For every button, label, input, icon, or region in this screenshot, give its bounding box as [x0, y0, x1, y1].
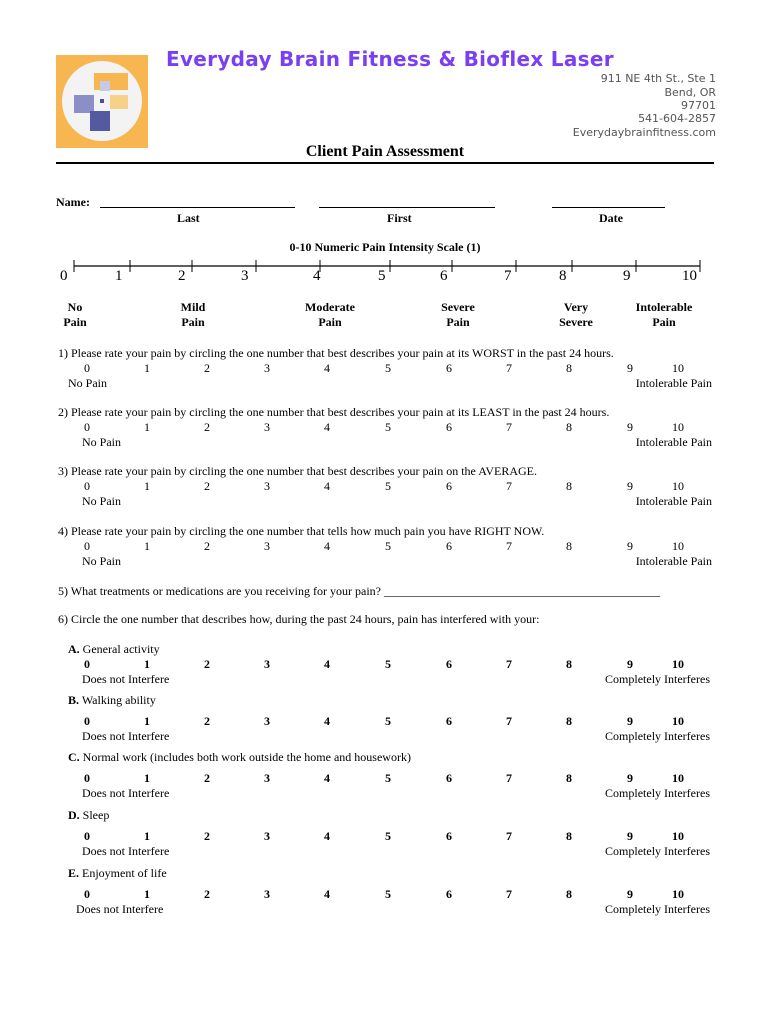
rating-option[interactable]: 6	[446, 361, 452, 375]
interference-low-label: Does not Interfere	[82, 844, 170, 858]
scale-title: 0-10 Numeric Pain Intensity Scale (1)	[289, 240, 481, 254]
interference-option[interactable]: 6	[446, 714, 452, 728]
rating-option[interactable]: 5	[385, 539, 391, 553]
rating-option[interactable]: 7	[506, 361, 512, 375]
interference-option[interactable]: 9	[627, 714, 633, 728]
anchor-no-pain: No Pain	[63, 300, 87, 329]
low-anchor-label: No Pain	[68, 376, 107, 390]
rating-option[interactable]: 0	[84, 479, 90, 493]
interference-high-label: Completely Interferes	[605, 786, 710, 800]
interference-option[interactable]: 2	[204, 657, 210, 671]
interference-item-label	[68, 866, 167, 881]
interference-option[interactable]: 3	[264, 771, 270, 785]
interference-option[interactable]: 1	[144, 771, 150, 785]
interference-option[interactable]: 9	[627, 887, 633, 901]
interference-option[interactable]: 2	[204, 714, 210, 728]
interference-option[interactable]: 8	[566, 657, 572, 671]
interference-option[interactable]: 10	[672, 714, 684, 728]
interference-option[interactable]: 2	[204, 829, 210, 843]
rating-option[interactable]: 1	[144, 539, 150, 553]
scale-number: 8	[559, 268, 567, 284]
interference-option[interactable]: 10	[672, 771, 684, 785]
rating-option[interactable]: 5	[385, 479, 391, 493]
rating-option[interactable]: 2	[204, 420, 210, 434]
rating-option[interactable]: 2	[204, 539, 210, 553]
scale-number: 0	[60, 268, 68, 284]
interference-option[interactable]: 7	[506, 887, 512, 901]
rating-option[interactable]: 3	[264, 361, 270, 375]
interference-option[interactable]: 4	[324, 771, 330, 785]
rating-option[interactable]: 7	[506, 479, 512, 493]
page-title: Client Pain Assessment	[305, 143, 465, 160]
interference-high-label: Completely Interferes	[605, 672, 710, 686]
rating-option[interactable]: 3	[264, 539, 270, 553]
scale-number: 1	[115, 268, 123, 284]
interference-option[interactable]: 1	[144, 829, 150, 843]
scale-number: 4	[313, 268, 321, 284]
interference-option[interactable]: 7	[506, 771, 512, 785]
rating-option[interactable]: 9	[627, 479, 633, 493]
interference-option[interactable]: 4	[324, 657, 330, 671]
interference-low-label: Does not Interfere	[82, 729, 170, 743]
anchor-mild-pain: Mild Pain	[180, 300, 206, 329]
interference-option[interactable]: 4	[324, 714, 330, 728]
rating-option[interactable]: 5	[385, 361, 391, 375]
rating-option[interactable]: 1	[144, 420, 150, 434]
interference-option[interactable]: 3	[264, 657, 270, 671]
interference-label-text: Sleep	[82, 808, 110, 822]
interference-option[interactable]: 10	[672, 829, 684, 843]
date-field[interactable]	[552, 207, 665, 208]
website: Everydaybrainfitness.com	[572, 126, 716, 139]
scale-number: 7	[504, 268, 512, 284]
interference-option[interactable]: 6	[446, 657, 452, 671]
interference-letter: B.	[68, 693, 80, 707]
scale-number: 10	[682, 268, 697, 284]
name-label: Name:	[56, 195, 90, 209]
interference-option[interactable]: 1	[144, 657, 150, 671]
anchor-very-severe: Very Severe	[559, 300, 593, 329]
rating-option[interactable]: 8	[566, 539, 572, 553]
question-5: 5) What treatments or medications are you receiving for your pain? ______________________________________________	[58, 584, 660, 598]
high-anchor-label: Intolerable Pain	[635, 376, 712, 390]
interference-low-label: Does not Interfere	[76, 902, 164, 916]
rating-option[interactable]: 7	[506, 539, 512, 553]
rating-option[interactable]: 6	[446, 420, 452, 434]
rating-option[interactable]: 2	[204, 479, 210, 493]
interference-option[interactable]: 5	[385, 887, 391, 901]
interference-option[interactable]: 3	[264, 714, 270, 728]
rating-option[interactable]: 4	[324, 539, 330, 553]
interference-option[interactable]: 9	[627, 771, 633, 785]
last-label: Last	[177, 211, 200, 225]
rating-option[interactable]: 0	[84, 361, 90, 375]
interference-option[interactable]: 10	[672, 887, 684, 901]
interference-option[interactable]: 5	[385, 714, 391, 728]
interference-option[interactable]: 8	[566, 714, 572, 728]
high-anchor-label: Intolerable Pain	[635, 554, 712, 568]
scale-number: 2	[178, 268, 186, 284]
interference-item-label	[68, 750, 411, 765]
interference-letter: A.	[68, 642, 80, 656]
rating-option[interactable]: 10	[672, 539, 684, 553]
question-4: 4) Please rate your pain by circling the one number that tells how much pain you have RIGHT NOW.	[58, 524, 545, 538]
anchor-severe-pain: Severe Pain	[441, 300, 475, 329]
rating-option[interactable]: 7	[506, 420, 512, 434]
address-zip: 97701	[681, 99, 716, 112]
high-anchor-label: Intolerable Pain	[635, 494, 712, 508]
rating-option[interactable]: 5	[385, 420, 391, 434]
first-label: First	[387, 211, 412, 225]
interference-label-text: Enjoyment of life	[82, 866, 167, 880]
rating-option[interactable]: 3	[264, 479, 270, 493]
question-1: 1) Please rate your pain by circling the one number that best describes your pain at its WORST in the past 24 hours.	[58, 346, 614, 360]
last-name-field[interactable]	[100, 207, 295, 208]
interference-option[interactable]: 8	[566, 771, 572, 785]
scale-number: 5	[378, 268, 386, 284]
interference-option[interactable]: 5	[385, 771, 391, 785]
date-label: Date	[599, 211, 623, 225]
interference-option[interactable]: 0	[84, 714, 90, 728]
rating-option[interactable]: 0	[84, 539, 90, 553]
interference-high-label: Completely Interferes	[605, 729, 710, 743]
interference-option[interactable]: 6	[446, 771, 452, 785]
interference-option[interactable]: 3	[264, 829, 270, 843]
interference-item-label	[68, 642, 160, 657]
interference-option[interactable]: 1	[144, 887, 150, 901]
interference-option[interactable]: 2	[204, 771, 210, 785]
low-anchor-label: No Pain	[82, 435, 121, 449]
interference-option[interactable]: 6	[446, 887, 452, 901]
interference-option[interactable]: 10	[672, 657, 684, 671]
low-anchor-label: No Pain	[82, 494, 121, 508]
interference-letter: C.	[68, 750, 80, 764]
interference-option[interactable]: 0	[84, 771, 90, 785]
interference-option[interactable]: 8	[566, 887, 572, 901]
interference-option[interactable]: 8	[566, 829, 572, 843]
interference-option[interactable]: 7	[506, 657, 512, 671]
rating-option[interactable]: 4	[324, 420, 330, 434]
interference-low-label: Does not Interfere	[82, 786, 170, 800]
rating-option[interactable]: 4	[324, 361, 330, 375]
interference-item-label	[68, 808, 109, 823]
scale-number: 6	[440, 268, 448, 284]
anchor-moderate-pain: Moderate Pain	[305, 300, 355, 329]
interference-label-text: Walking ability	[81, 693, 156, 707]
interference-option[interactable]: 2	[204, 887, 210, 901]
brand-name: Everyday Brain Fitness & Bioflex Laser	[166, 47, 614, 71]
rating-option[interactable]: 9	[627, 420, 633, 434]
interference-option[interactable]: 6	[446, 829, 452, 843]
interference-option[interactable]: 9	[627, 829, 633, 843]
interference-option[interactable]: 9	[627, 657, 633, 671]
low-anchor-label: No Pain	[82, 554, 121, 568]
rating-option[interactable]: 10	[672, 361, 684, 375]
interference-option[interactable]: 0	[84, 887, 90, 901]
rating-option[interactable]: 9	[627, 361, 633, 375]
interference-low-label: Does not Interfere	[82, 672, 170, 686]
interference-label-text: General activity	[82, 642, 160, 656]
interference-letter: E.	[68, 866, 80, 880]
pain-scale-ruler	[70, 258, 706, 279]
rating-option[interactable]: 2	[204, 361, 210, 375]
phone-number: 541-604-2857	[638, 112, 716, 125]
interference-option[interactable]: 5	[385, 829, 391, 843]
interference-label-text: Normal work (includes both work outside the home and housework)	[82, 750, 411, 764]
interference-high-label: Completely Interferes	[605, 844, 710, 858]
high-anchor-label: Intolerable Pain	[635, 435, 712, 449]
interference-letter: D.	[68, 808, 80, 822]
scale-number: 9	[623, 268, 631, 284]
rating-option[interactable]: 10	[672, 420, 684, 434]
interference-option[interactable]: 0	[84, 829, 90, 843]
rating-option[interactable]: 4	[324, 479, 330, 493]
rating-option[interactable]: 8	[566, 361, 572, 375]
interference-option[interactable]: 7	[506, 829, 512, 843]
question-6: 6) Circle the one number that describes how, during the past 24 hours, pain has interfered with your:	[58, 612, 540, 626]
scale-number: 3	[241, 268, 249, 284]
rating-option[interactable]: 1	[144, 479, 150, 493]
title-rule	[56, 162, 714, 164]
rating-option[interactable]: 9	[627, 539, 633, 553]
company-logo	[56, 55, 148, 148]
interference-option[interactable]: 5	[385, 657, 391, 671]
rating-option[interactable]: 0	[84, 420, 90, 434]
interference-option[interactable]: 7	[506, 714, 512, 728]
address-line-2: Bend, OR	[664, 86, 716, 99]
rating-option[interactable]: 8	[566, 420, 572, 434]
rating-option[interactable]: 6	[446, 539, 452, 553]
interference-option[interactable]: 4	[324, 887, 330, 901]
interference-option[interactable]: 1	[144, 714, 150, 728]
rating-option[interactable]: 10	[672, 479, 684, 493]
rating-option[interactable]: 6	[446, 479, 452, 493]
rating-option[interactable]: 8	[566, 479, 572, 493]
rating-option[interactable]: 1	[144, 361, 150, 375]
interference-high-label: Completely Interferes	[605, 902, 710, 916]
anchor-intolerable-pain: Intolerable Pain	[635, 300, 693, 329]
question-2: 2) Please rate your pain by circling the one number that best describes your pain at its LEAST in the past 24 hours.	[58, 405, 610, 419]
address-line-1: 911 NE 4th St., Ste 1	[600, 72, 716, 85]
rating-option[interactable]: 3	[264, 420, 270, 434]
first-name-field[interactable]	[319, 207, 495, 208]
interference-item-label	[68, 693, 156, 708]
interference-option[interactable]: 4	[324, 829, 330, 843]
interference-option[interactable]: 3	[264, 887, 270, 901]
question-3: 3) Please rate your pain by circling the one number that best describes your pain on the AVERAGE.	[58, 464, 537, 478]
interference-option[interactable]: 0	[84, 657, 90, 671]
